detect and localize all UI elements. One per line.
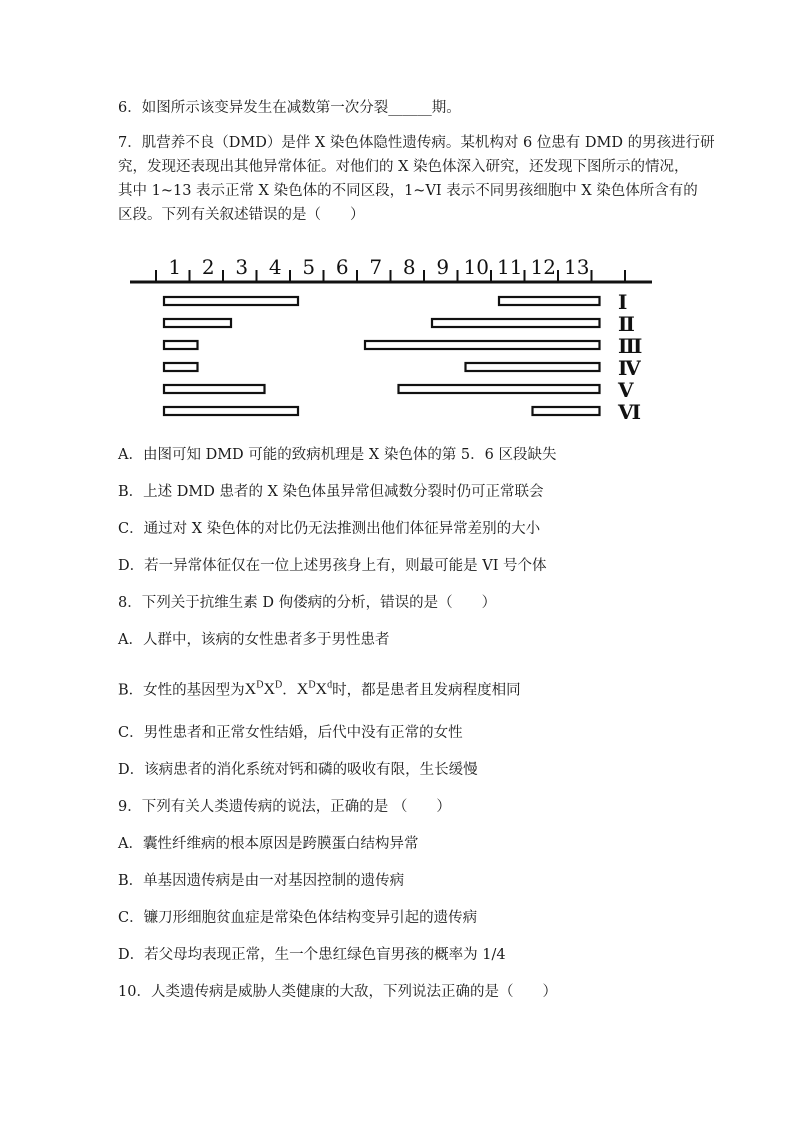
x-chromosome-segment-bar xyxy=(164,363,198,371)
segment-number-label: 1 xyxy=(168,255,182,279)
q7-option-a: A．由图可知 DMD 可能的致病机理是 X 染色体的第 5．6 区段缺失 xyxy=(118,447,557,463)
individual-roman-label: Ⅱ xyxy=(618,312,635,336)
x-chromosome-segment-bar xyxy=(432,319,600,327)
question-7-stem xyxy=(118,131,715,227)
q7-option-b: B．上述 DMD 患者的 X 染色体虽异常但减数分裂时仍可正常联会 xyxy=(118,484,544,500)
segment-number-label: 10 xyxy=(463,255,489,279)
diagram-svg xyxy=(122,244,662,424)
segment-number-label: 9 xyxy=(436,255,450,279)
segment-number-label: 13 xyxy=(564,255,590,279)
question-8-stem: 8．下列关于抗维生素 D 佝偻病的分析，错误的是（ ） xyxy=(118,595,497,611)
x-chromosome-segment-bar xyxy=(164,319,231,327)
x-chromosome-segment-bar xyxy=(533,407,600,415)
q9-option-b: B．单基因遗传病是由一对基因控制的遗传病 xyxy=(118,873,405,889)
individual-roman-label: Ⅳ xyxy=(618,356,641,380)
segment-number-label: 2 xyxy=(201,255,215,279)
question-7-line-3: 其中 1~13 表示正常 X 染色体的不同区段，1~VI 表示不同男孩细胞中 X 染色体所含有的 xyxy=(118,183,698,199)
segment-number-label: 3 xyxy=(235,255,249,279)
q9-option-a: A．囊性纤维病的根本原因是跨膜蛋白结构异常 xyxy=(118,836,419,852)
individual-roman-label: Ⅲ xyxy=(618,334,643,358)
individual-roman-label: Ⅰ xyxy=(618,290,628,314)
segment-number-label: 4 xyxy=(268,255,282,279)
individual-roman-label: Ⅵ xyxy=(618,400,641,424)
segment-number-label: 6 xyxy=(335,255,349,279)
segment-number-label: 8 xyxy=(402,255,416,279)
genotype-1: $X^DX^D$ xyxy=(244,680,283,699)
q7-option-c: C．通过对 X 染色体的对比仍无法推测出他们体征异常差别的大小 xyxy=(118,521,541,537)
question-7-line-4: 区段。下列有关叙述错误的是（ ） xyxy=(118,207,365,223)
question-10-stem: 10．人类遗传病是威胁人类健康的大敌，下列说法正确的是（ ） xyxy=(118,984,557,1000)
q8-option-c: C．男性患者和正常女性结婚，后代中没有正常的女性 xyxy=(118,725,463,741)
segment-number-label: 12 xyxy=(530,255,556,279)
question-7-line-2: 究，发现还表现出其他异常体征。对他们的 X 染色体深入研究，还发现下图所示的情况， xyxy=(118,159,689,175)
x-chromosome-segment-bar xyxy=(365,341,600,349)
q9-option-c: C．镰刀形细胞贫血症是常染色体结构变异引起的遗传病 xyxy=(118,910,478,926)
q9-option-d: D．若父母均表现正常，生一个患红绿色盲男孩的概率为 1/4 xyxy=(118,947,506,963)
x-chromosome-segment-bar xyxy=(466,363,600,371)
question-9-stem: 9．下列有关人类遗传病的说法，正确的是 （ ） xyxy=(118,799,451,815)
genotype-2: $X^DX^d$ xyxy=(296,680,333,699)
x-chromosome-segment-bar xyxy=(399,385,600,393)
individual-roman-label: Ⅴ xyxy=(618,378,634,402)
q8-option-b-suffix: 时，都是患者且发病程度相同 xyxy=(332,682,521,699)
genotype-separator: ． xyxy=(282,682,297,699)
question-6: 6．如图所示该变异发生在减数第一次分裂______期。 xyxy=(118,100,461,116)
x-chromosome-segment-bar xyxy=(164,297,298,305)
x-chromosome-segment-bar xyxy=(499,297,600,305)
segment-number-label: 7 xyxy=(369,255,383,279)
q8-option-d: D．该病患者的消化系统对钙和磷的吸收有限，生长缓慢 xyxy=(118,762,478,778)
q8-option-b xyxy=(118,676,521,700)
chromosome-segment-diagram xyxy=(122,244,662,428)
question-7-line-1: 7．肌营养不良（DMD）是伴 X 染色体隐性遗传病。某机构对 6 位患有 DMD 的男孩进行研 xyxy=(118,135,715,151)
x-chromosome-segment-bar xyxy=(164,341,198,349)
q7-option-d: D．若一异常体征仅在一位上述男孩身上有，则最可能是 VI 号个体 xyxy=(118,558,547,574)
segment-number-label: 11 xyxy=(497,255,523,279)
x-chromosome-segment-bar xyxy=(164,385,265,393)
q8-option-a: A．人群中，该病的女性患者多于男性患者 xyxy=(118,632,390,648)
q8-option-b-prefix: B．女性的基因型为 xyxy=(118,682,245,699)
x-chromosome-segment-bar xyxy=(164,407,298,415)
segment-number-label: 5 xyxy=(302,255,316,279)
